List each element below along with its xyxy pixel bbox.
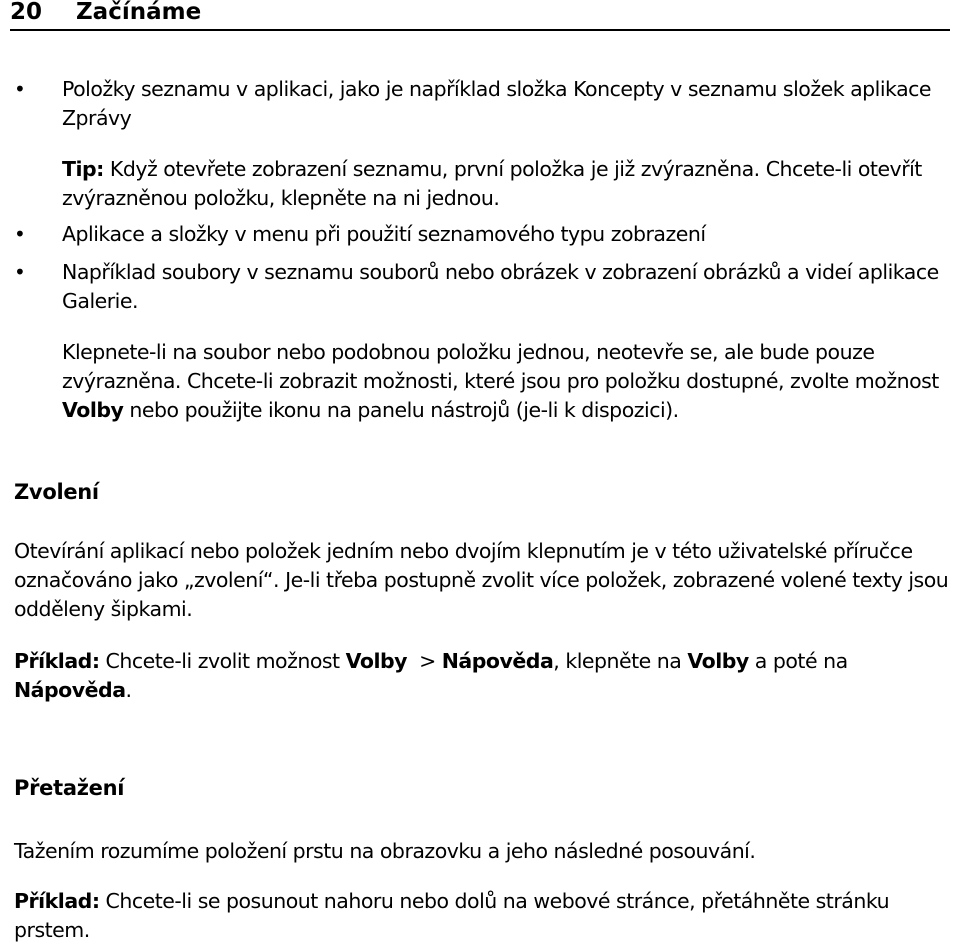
drag-example-text: Chcete-li se posunout nahoru nebo dolů na webové stránce, přetáhněte stránku prstem. [14, 889, 890, 942]
note-volby: Volby [62, 398, 124, 422]
note-paragraph [62, 338, 952, 425]
chapter-title: Začínáme [76, 0, 202, 25]
page-header [10, 0, 950, 31]
example-text-2: , klepněte na [553, 649, 688, 673]
tip-text: Když otevřete zobrazení seznamu, první položka je již zvýrazněna. Chcete-li otevřít zvýrazněnou položku, klepněte na ni jednou. [62, 157, 922, 210]
note-text-2: nebo použijte ikonu na panelu nástrojů (je-li k dispozici). [123, 398, 679, 422]
example-arrow: > [407, 649, 442, 673]
select-example [14, 647, 950, 705]
example-napoveda-1: Nápověda [441, 649, 554, 673]
tip-paragraph [62, 155, 952, 213]
example-end: . [125, 678, 132, 702]
list-item-2: Aplikace a složky v menu při použití seznamového typu zobrazení [62, 222, 706, 246]
bullet-2: • [14, 222, 26, 246]
example-volby-1: Volby [345, 649, 408, 673]
section-heading-drag: Přetažení [14, 776, 125, 800]
drag-example [14, 887, 950, 945]
tip-label: Tip: [62, 157, 104, 181]
list-item-3: Například soubory v seznamu souborů nebo obrázek v zobrazení obrázků a videí aplikace Galerie. [62, 260, 939, 313]
note-text-1: Klepnete-li na soubor nebo podobnou položku jednou, neotevře se, ale bude pouze zvýrazněna. Chcete-li zobrazit možnosti, které jsou pro položku dostupné, zvolte možnost [62, 340, 939, 393]
bullet-1: • [14, 77, 26, 101]
list-item-1: Položky seznamu v aplikaci, jako je například složka Koncepty v seznamu složek aplikace Zprávy [62, 77, 932, 130]
section-heading-select: Zvolení [14, 480, 99, 504]
bullet-3: • [14, 260, 26, 284]
example-napoveda-2: Nápověda [14, 678, 126, 702]
page-number: 20 [10, 0, 43, 25]
example-text-1: Chcete-li zvolit možnost [99, 649, 346, 673]
example-text-3: a poté na [748, 649, 848, 673]
drag-paragraph: Tažením rozumíme položení prstu na obrazovku a jeho následné posouvání. [14, 839, 756, 863]
example-volby-2: Volby [687, 649, 749, 673]
example-label-2: Příklad: [14, 889, 100, 913]
example-label-1: Příklad: [14, 649, 100, 673]
select-paragraph: Otevírání aplikací nebo položek jedním nebo dvojím klepnutím je v této uživatelské příručce označováno jako „zvolení“. Je-li třeba postupně zvolit více položek, zobrazené volené texty jsou odděleny šipkami. [14, 539, 949, 621]
